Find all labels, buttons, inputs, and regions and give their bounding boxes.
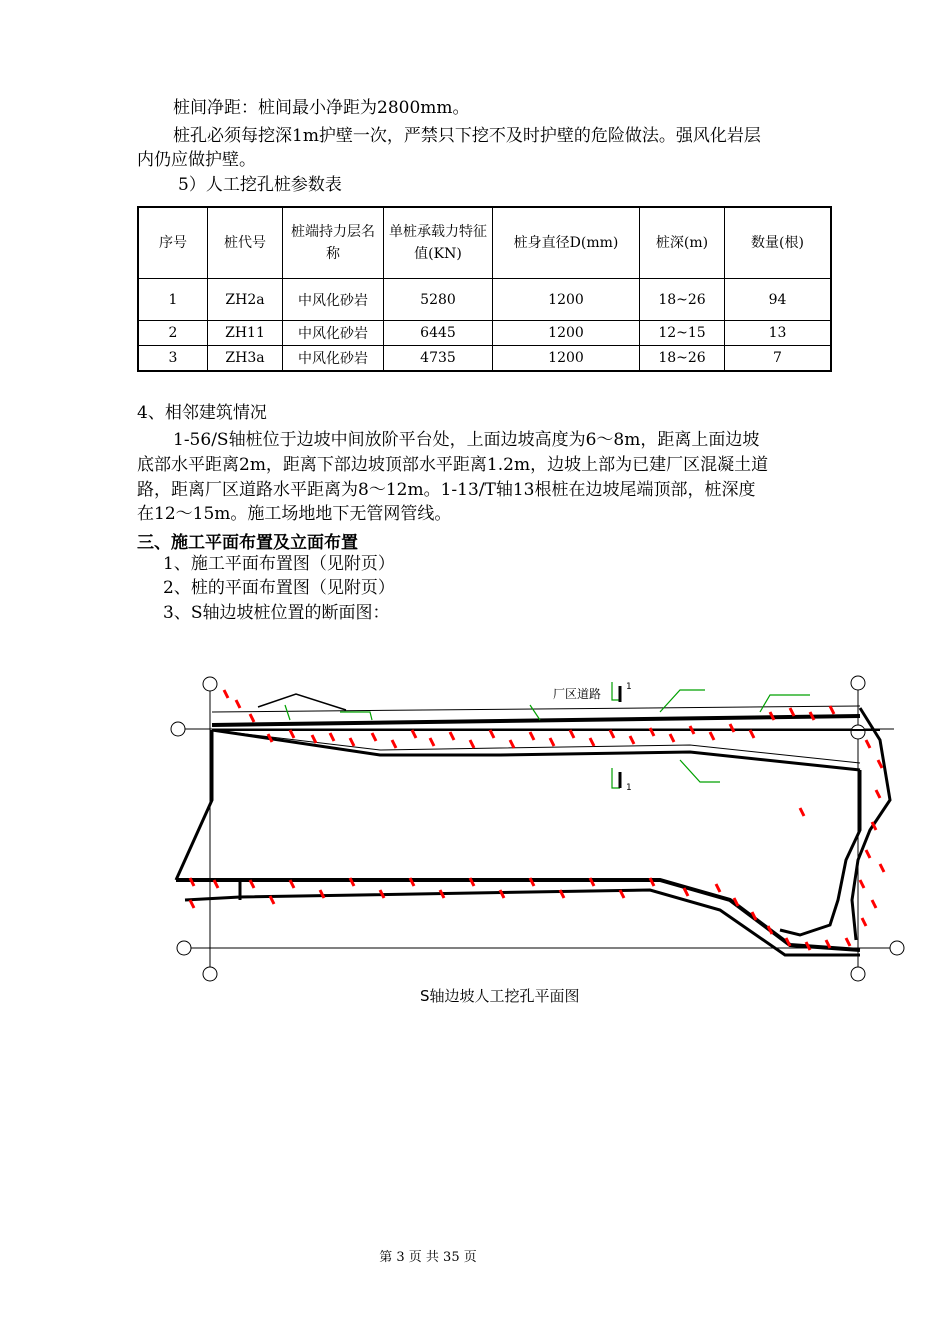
table-cell: 2 xyxy=(138,321,208,346)
section4-line2: 底部水平距离2m，距离下部边坡顶部水平距离1.2m，边坡上部为已建厂区混凝土道 xyxy=(137,455,769,475)
section4-title: 4、相邻建筑情况 xyxy=(137,403,267,423)
paragraph-wall-line2: 内仍应做护壁。 xyxy=(137,150,256,170)
slope-outlines xyxy=(176,694,890,955)
header-bearing-capacity: 单桩承载力特征值(KN) xyxy=(384,207,493,279)
table-cell: ZH11 xyxy=(208,321,283,346)
table-cell: 中风化砂岩 xyxy=(283,279,384,321)
table-cell: 6445 xyxy=(384,321,493,346)
table-cell: 18~26 xyxy=(640,346,725,372)
header-pile-code: 桩代号 xyxy=(208,207,283,279)
section3-item1: 1、施工平面布置图（见附页） xyxy=(163,554,395,574)
section-mark-bottom: 1 xyxy=(626,783,632,793)
table-cell: 3 xyxy=(138,346,208,372)
table-title: 5）人工挖孔桩参数表 xyxy=(178,175,342,195)
section-mark-top: 1 xyxy=(626,682,632,692)
table-cell: 1200 xyxy=(493,279,640,321)
table-cell: ZH2a xyxy=(208,279,283,321)
table-cell: 94 xyxy=(725,279,832,321)
section3-item2: 2、桩的平面布置图（见附页） xyxy=(163,578,395,598)
section3-item3: 3、S轴边坡桩位置的断面图： xyxy=(163,603,390,623)
section4-line4: 在12～15m。施工场地地下无管网管线。 xyxy=(137,504,452,524)
page-footer: 第 3 页 共 35 页 xyxy=(379,1250,477,1265)
table-cell: 中风化砂岩 xyxy=(283,346,384,372)
section3-title: 三、施工平面布置及立面布置 xyxy=(137,533,358,553)
header-depth: 桩深(m) xyxy=(640,207,725,279)
leader-lines xyxy=(285,682,810,788)
table-cell: 1200 xyxy=(493,321,640,346)
drawing-caption: S轴边坡人工挖孔平面图 xyxy=(420,987,580,1005)
table-cell: 1 xyxy=(138,279,208,321)
table-cell: 12~15 xyxy=(640,321,725,346)
road-label: 厂区道路 xyxy=(553,687,602,701)
table-cell: 18~26 xyxy=(640,279,725,321)
header-serial: 序号 xyxy=(138,207,208,279)
table-cell: 4735 xyxy=(384,346,493,372)
header-quantity: 数量(根) xyxy=(725,207,832,279)
table-cell: 5280 xyxy=(384,279,493,321)
table-cell: 7 xyxy=(725,346,832,372)
paragraph-wall-line1: 桩孔必须每挖深1m护壁一次，严禁只下挖不及时护壁的危险做法。强风化岩层 xyxy=(173,126,761,146)
table-cell: 13 xyxy=(725,321,832,346)
section4-line1: 1-56/S轴桩位于边坡中间放阶平台处，上面边坡高度为6～8m，距离上面边坡 xyxy=(173,430,760,450)
table-cell: 1200 xyxy=(493,346,640,372)
paragraph-pile-spacing: 桩间净距：桩间最小净距为2800mm。 xyxy=(173,98,470,118)
table-cell: ZH3a xyxy=(208,346,283,372)
table-cell: 中风化砂岩 xyxy=(283,321,384,346)
header-diameter: 桩身直径D(mm) xyxy=(493,207,640,279)
header-bearing-layer: 桩端持力层名称 xyxy=(283,207,384,279)
section4-line3: 路，距离厂区道路水平距离为8～12m。1-13/T轴13根桩在边坡尾端顶部，桩深度 xyxy=(137,480,756,500)
